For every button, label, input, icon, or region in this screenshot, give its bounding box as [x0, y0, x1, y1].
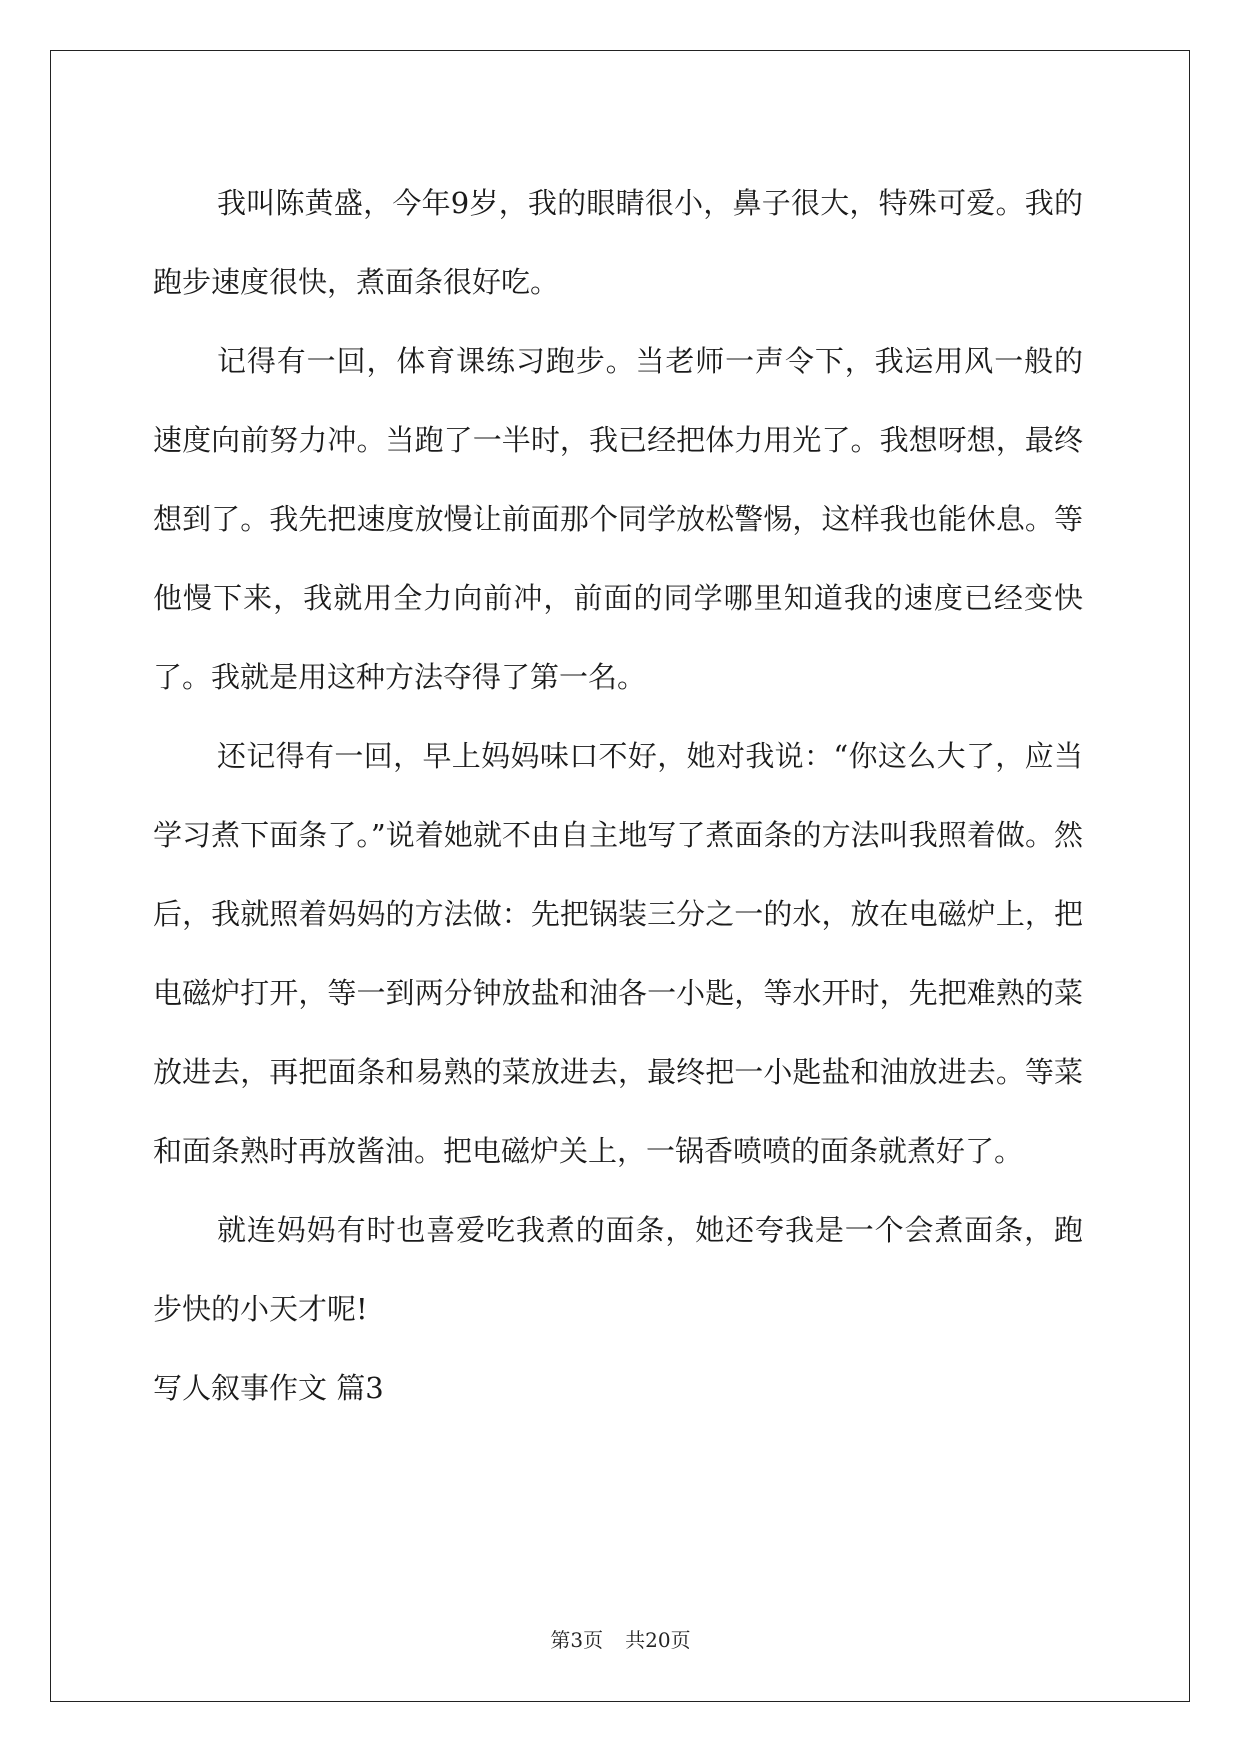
- total-pages-label: 共20页: [625, 1628, 691, 1652]
- document-body: [153, 164, 1083, 1428]
- paragraph: 就连妈妈有时也喜爱吃我煮的面条，她还夸我是一个会煮面条，跑步快的小天才呢!: [153, 1213, 1083, 1326]
- paragraph: 我叫陈黄盛，今年9岁，我的眼睛很小，鼻子很大，特殊可爱。我的跑步速度很快，煮面条很好吃。: [153, 186, 1083, 299]
- paragraph: 还记得有一回，早上妈妈味口不好，她对我说：“你这么大了，应当学习煮下面条了。”说着她就不由自主地写了煮面条的方法叫我照着做。然后，我就照着妈妈的方法做：先把锅装三分之一的水，放在电磁炉上，把电磁炉打开，等一到两分钟放盐和油各一小匙，等水开时，先把难熟的菜放进去，再把面条和易熟的菜放进去，最终把一小匙盐和油放进去。等菜和面条熟时再放酱油。把电磁炉关上，一锅香喷喷的面条就煮好了。: [153, 739, 1083, 1168]
- current-page-label: 第3页: [550, 1628, 604, 1652]
- page-footer: [0, 1624, 1241, 1653]
- paragraph: 记得有一回，体育课练习跑步。当老师一声令下，我运用风一般的速度向前努力冲。当跑了一半时，我已经把体力用光了。我想呀想，最终想到了。我先把速度放慢让前面那个同学放松警惕，这样我也能休息。等他慢下来，我就用全力向前冲，前面的同学哪里知道我的速度已经变快了。我就是用这种方法夺得了第一名。: [153, 344, 1083, 694]
- section-heading: 写人叙事作文 篇3: [153, 1371, 384, 1405]
